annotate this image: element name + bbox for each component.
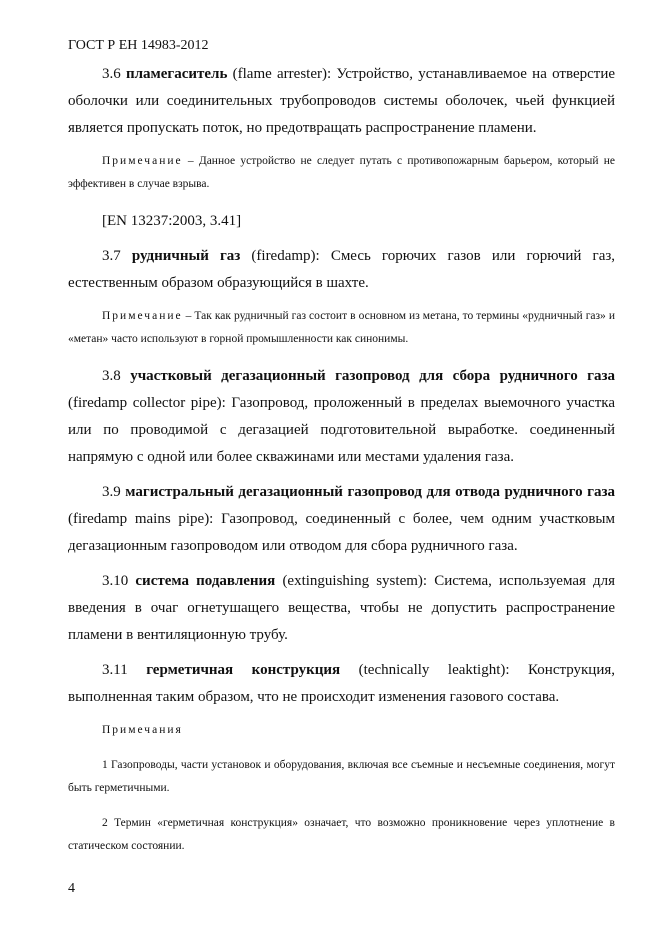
note-label: Примечание xyxy=(102,310,183,322)
reference: [EN 13237:2003, 3.41] xyxy=(102,213,242,229)
term-definition: Конструкция, выполненная таким образом, что не происходит изменения газового состава. xyxy=(68,662,616,705)
term-english: (technically leaktight): xyxy=(358,662,510,678)
term-definition: Устройство, устанавливаемое на отверстие оболочки или соединительных трубопроводов системы оболочек, чьей функцией является пропускать поток, но предотвращать распространение пламени. xyxy=(68,66,616,136)
term-number: 3.10 xyxy=(102,573,129,589)
note-3-6 xyxy=(68,150,615,196)
term-3-7 xyxy=(68,243,615,297)
term-name: система подавления xyxy=(135,573,276,589)
term-english: (flame arrester): xyxy=(232,66,332,82)
term-3-10 xyxy=(68,568,615,649)
term-number: 3.11 xyxy=(102,662,128,678)
page-number: 4 xyxy=(68,881,75,896)
term-english: (firedamp mains pipe): xyxy=(68,511,214,527)
term-english: (firedamp collector pipe): xyxy=(68,395,226,411)
term-3-11 xyxy=(68,657,615,711)
note-text: – Данное устройство не следует путать с противопожарным барьером, который не эффективен в случае взрыва. xyxy=(68,155,616,190)
term-name: участковый дегазационный газопровод для сбора рудничного газа xyxy=(130,368,616,384)
notes-heading xyxy=(68,719,615,742)
term-3-9 xyxy=(68,479,615,560)
term-definition: Газопровод, соединенный с более, чем одним участковым дегазационным газопроводом или отводом для сбора рудничного газа. xyxy=(68,511,615,554)
term-3-6 xyxy=(68,61,615,142)
term-number: 3.7 xyxy=(102,248,121,264)
term-definition: Газопровод, проложенный в пределах выемочного участка или по проводимой с дегазацией подготовительной выработке. соединенный напрямую с одной или более скважинами или местами удаления газа. xyxy=(68,395,615,465)
term-number: 3.6 xyxy=(102,66,121,82)
term-number: 3.8 xyxy=(102,368,121,384)
term-name: магистральный дегазационный газопровод для отвода рудничного газа xyxy=(125,484,615,500)
term-3-8 xyxy=(68,363,615,471)
document-body xyxy=(68,61,615,870)
notes-label: Примечания xyxy=(102,724,183,736)
term-english: (firedamp): xyxy=(251,248,320,264)
note-label: Примечание xyxy=(102,155,183,167)
term-name: герметичная конструкция xyxy=(146,662,341,678)
note-3-7 xyxy=(68,305,615,351)
term-number: 3.9 xyxy=(102,484,121,500)
term-name: пламегаситель xyxy=(125,66,228,82)
term-definition: Система, используемая для введения в очаг огнетушащего вещества, чтобы не допустить распространение пламени в вентиляционную трубу. xyxy=(68,573,616,643)
note-item-2: 2 Термин «герметичная конструкция» означает, что возможно проникновение через уплотнение в статическом состоянии. xyxy=(68,817,615,852)
term-name: рудничный газ xyxy=(131,248,241,264)
term-definition: Смесь горючих газов или горючий газ, естественным образом образующийся в шахте. xyxy=(68,248,616,291)
term-english: (extinguishing system): xyxy=(282,573,428,589)
note-item-1: 1 Газопроводы, части установок и оборудования, включая все съемные и несъемные соединения, могут быть герметичными. xyxy=(68,759,615,794)
document-header: ГОСТ Р ЕН 14983-2012 xyxy=(68,38,209,53)
note-text: – Так как рудничный газ состоит в основном из метана, то термины «рудничный газ» и «метан» часто используют в горной промышленности как синонимы. xyxy=(68,310,615,345)
